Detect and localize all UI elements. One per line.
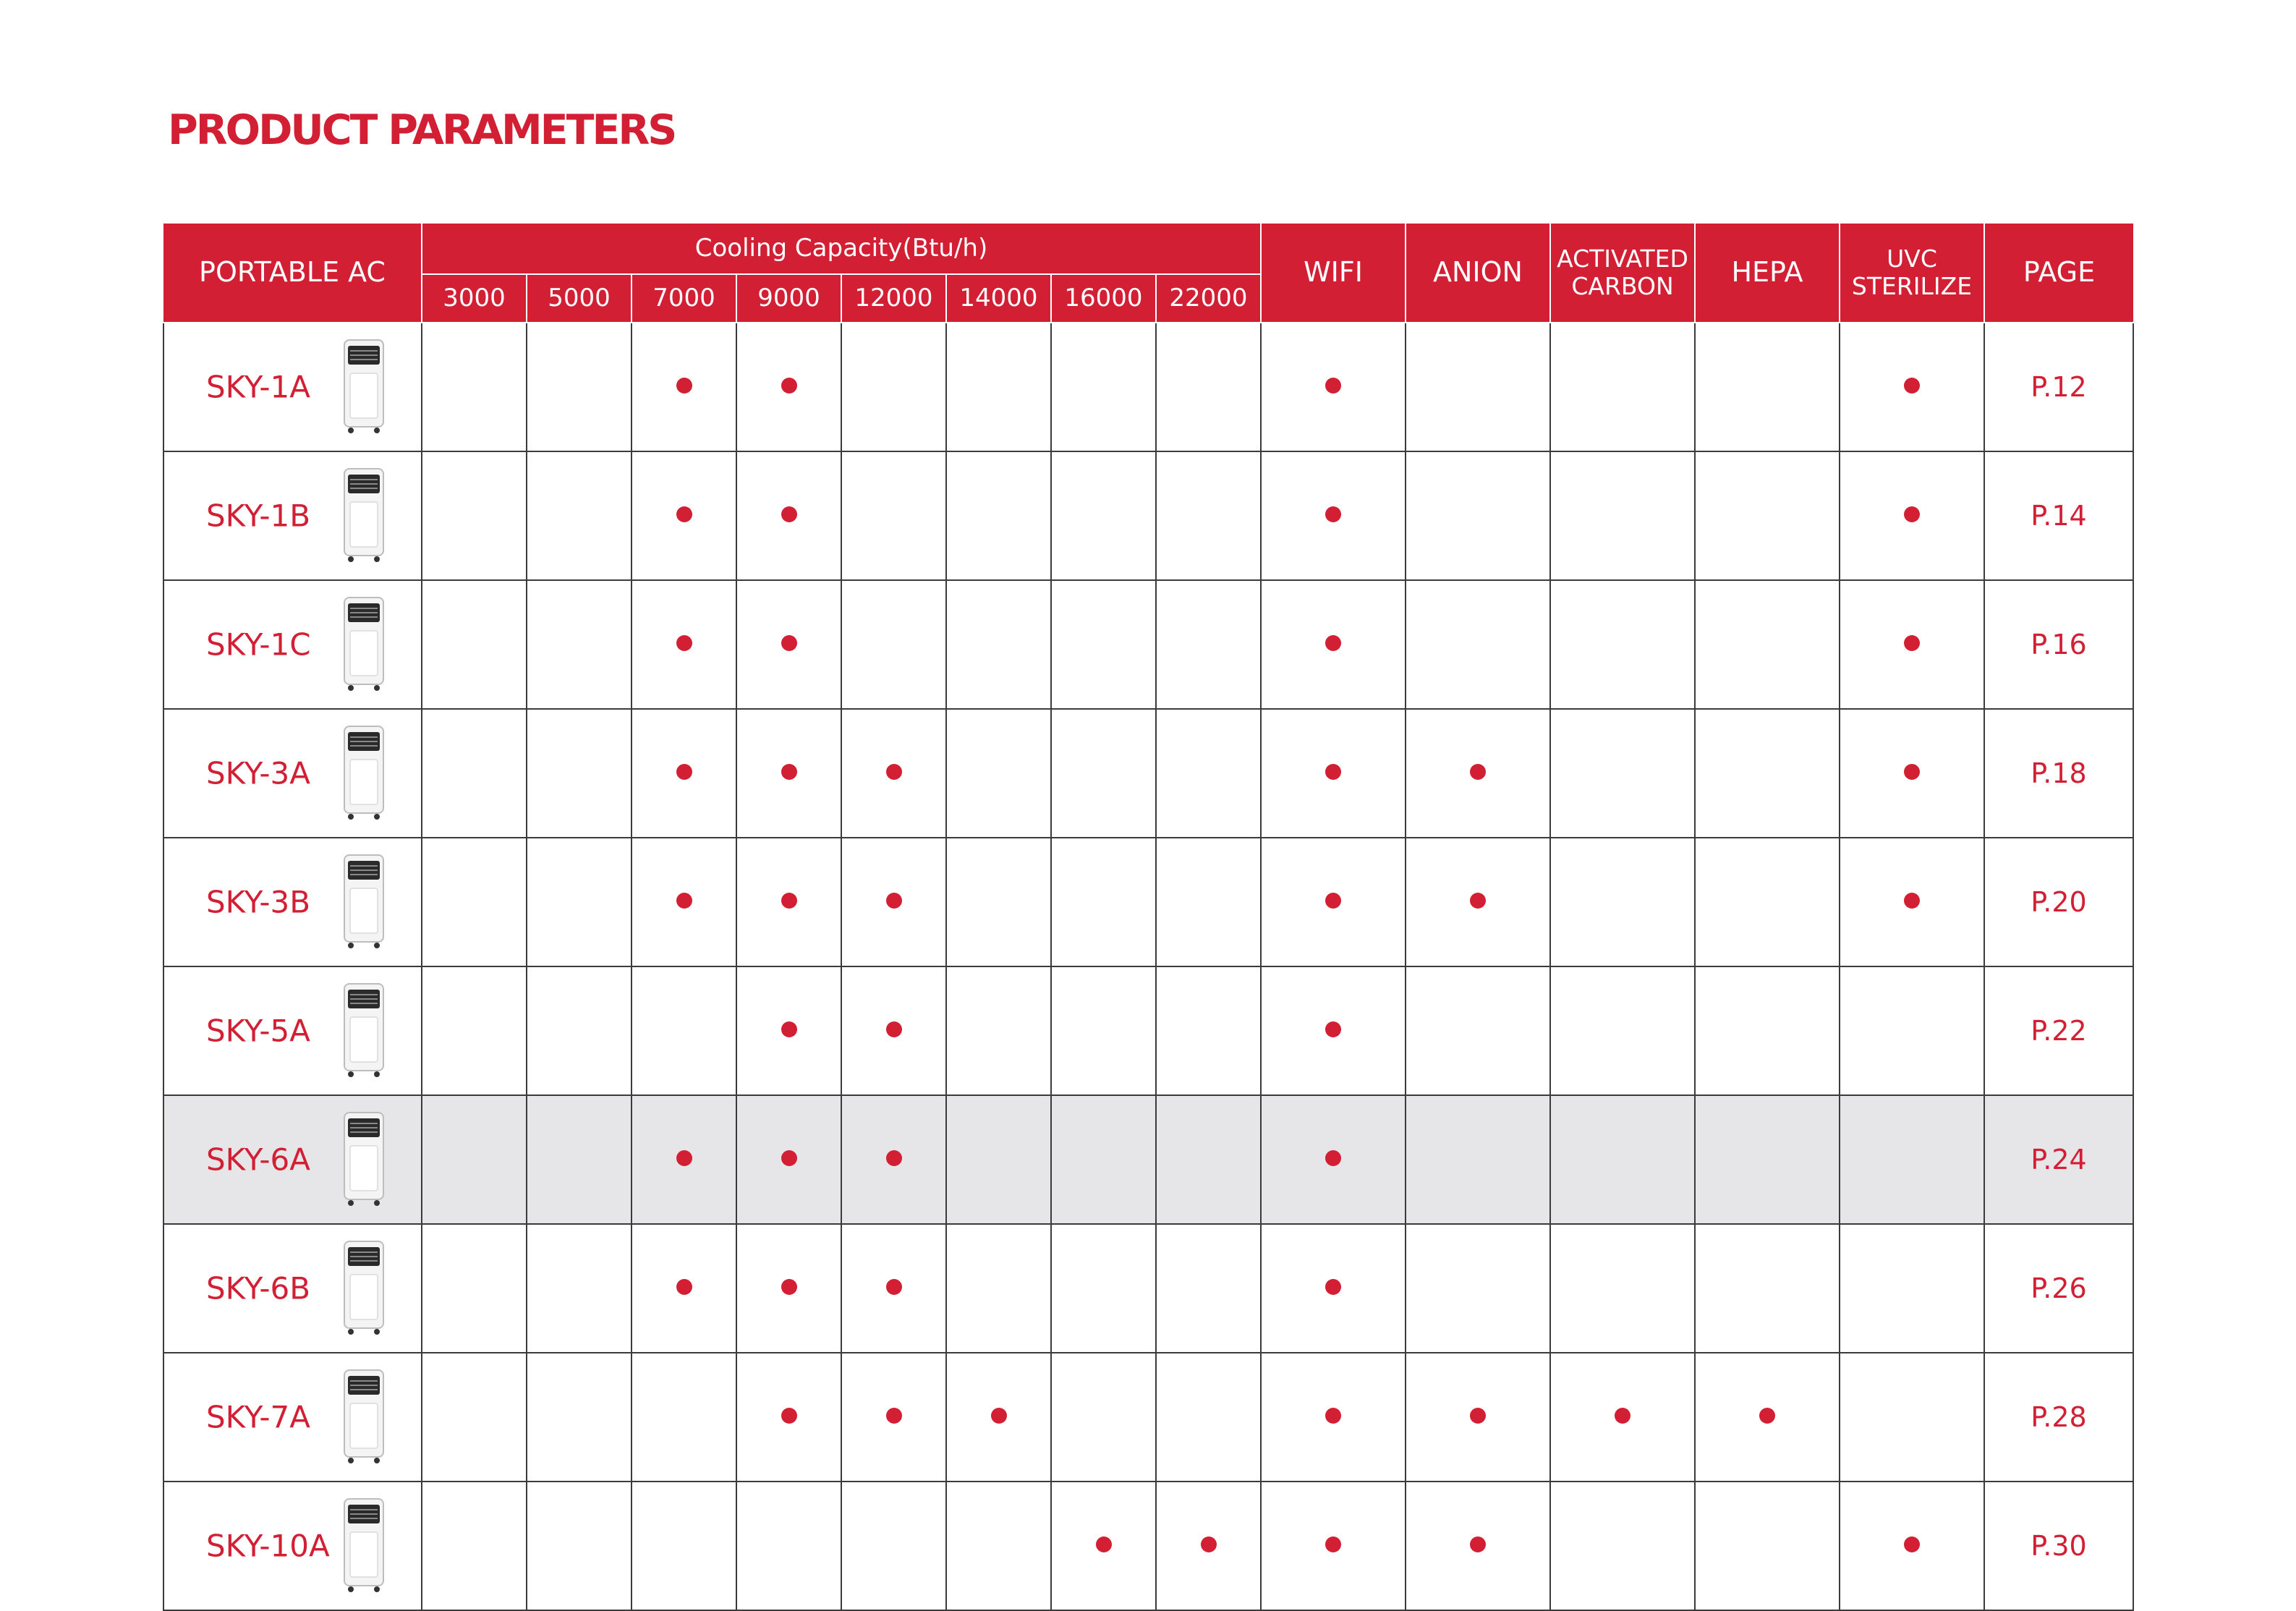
page-reference: P.22 bbox=[2031, 1015, 2087, 1047]
portable-ac-unit-icon bbox=[341, 854, 386, 951]
model-cell bbox=[163, 838, 422, 966]
capacity-cell bbox=[946, 580, 1051, 709]
page-cell bbox=[1984, 580, 2133, 709]
model-name: SKY-1A bbox=[206, 369, 310, 405]
feature-cell bbox=[1840, 1224, 1984, 1353]
availability-dot-icon bbox=[676, 1279, 692, 1295]
capacity-cell bbox=[736, 451, 841, 580]
capacity-cell bbox=[946, 1224, 1051, 1353]
availability-dot-icon bbox=[886, 1408, 902, 1424]
availability-dot-icon bbox=[886, 1279, 902, 1295]
feature-cell bbox=[1550, 838, 1695, 966]
capacity-cell bbox=[527, 1224, 632, 1353]
availability-dot-icon bbox=[1325, 378, 1341, 394]
portable-ac-unit-icon bbox=[341, 725, 386, 822]
capacity-cell bbox=[632, 323, 736, 451]
page-reference: P.18 bbox=[2031, 757, 2087, 789]
feature-cell bbox=[1261, 580, 1406, 709]
availability-dot-icon bbox=[1904, 635, 1920, 651]
capacity-cell bbox=[1051, 1482, 1156, 1610]
feature-cell bbox=[1550, 1353, 1695, 1482]
hepa-header: HEPA bbox=[1695, 224, 1840, 323]
capacity-cell bbox=[841, 1224, 946, 1353]
capacity-cell bbox=[841, 1482, 946, 1610]
table-row bbox=[163, 323, 2133, 451]
cooling-capacity-header: Cooling Capacity(Btu/h) bbox=[422, 224, 1261, 274]
capacity-cell bbox=[632, 838, 736, 966]
feature-cell bbox=[1261, 323, 1406, 451]
capacity-cell bbox=[527, 1095, 632, 1224]
feature-cell bbox=[1695, 323, 1840, 451]
capacity-cell bbox=[422, 323, 527, 451]
page-reference: P.26 bbox=[2031, 1272, 2087, 1304]
availability-dot-icon bbox=[1325, 1150, 1341, 1166]
availability-dot-icon bbox=[886, 1021, 902, 1037]
availability-dot-icon bbox=[886, 893, 902, 909]
feature-cell bbox=[1695, 580, 1840, 709]
capacity-cell bbox=[527, 451, 632, 580]
capacity-cell bbox=[736, 323, 841, 451]
feature-cell bbox=[1840, 323, 1984, 451]
capacity-cell bbox=[736, 1095, 841, 1224]
capacity-header-22000: 22000 bbox=[1156, 274, 1261, 323]
capacity-cell bbox=[736, 709, 841, 838]
page-reference: P.16 bbox=[2031, 629, 2087, 660]
availability-dot-icon bbox=[676, 893, 692, 909]
portable-ac-unit-icon bbox=[341, 1240, 386, 1337]
capacity-cell bbox=[841, 838, 946, 966]
table-row bbox=[163, 966, 2133, 1095]
feature-cell bbox=[1840, 1353, 1984, 1482]
capacity-cell bbox=[632, 1095, 736, 1224]
page-reference: P.14 bbox=[2031, 500, 2087, 532]
availability-dot-icon bbox=[781, 1021, 797, 1037]
capacity-cell bbox=[1051, 323, 1156, 451]
availability-dot-icon bbox=[781, 1408, 797, 1424]
portable-ac-unit-icon bbox=[341, 982, 386, 1079]
feature-cell bbox=[1261, 1353, 1406, 1482]
feature-cell bbox=[1406, 838, 1550, 966]
feature-cell bbox=[1695, 838, 1840, 966]
capacity-cell bbox=[632, 1353, 736, 1482]
model-cell bbox=[163, 1095, 422, 1224]
availability-dot-icon bbox=[1470, 1536, 1486, 1552]
availability-dot-icon bbox=[886, 764, 902, 780]
feature-cell bbox=[1261, 1482, 1406, 1610]
capacity-cell bbox=[1156, 709, 1261, 838]
capacity-cell bbox=[841, 966, 946, 1095]
feature-cell bbox=[1406, 709, 1550, 838]
model-cell bbox=[163, 1482, 422, 1610]
feature-cell bbox=[1840, 838, 1984, 966]
model-cell bbox=[163, 580, 422, 709]
model-cell bbox=[163, 1353, 422, 1482]
feature-cell bbox=[1695, 1482, 1840, 1610]
capacity-cell bbox=[422, 966, 527, 1095]
feature-cell bbox=[1550, 1095, 1695, 1224]
capacity-cell bbox=[422, 1224, 527, 1353]
model-name: SKY-1B bbox=[206, 498, 311, 534]
availability-dot-icon bbox=[1904, 764, 1920, 780]
feature-cell bbox=[1406, 1224, 1550, 1353]
capacity-cell bbox=[946, 1482, 1051, 1610]
page-cell bbox=[1984, 1353, 2133, 1482]
availability-dot-icon bbox=[781, 378, 797, 394]
capacity-header-5000: 5000 bbox=[527, 274, 632, 323]
capacity-cell bbox=[1156, 838, 1261, 966]
capacity-cell bbox=[527, 1353, 632, 1482]
capacity-cell bbox=[946, 1095, 1051, 1224]
availability-dot-icon bbox=[676, 378, 692, 394]
capacity-cell bbox=[736, 580, 841, 709]
feature-cell bbox=[1261, 1224, 1406, 1353]
capacity-header-14000: 14000 bbox=[946, 274, 1051, 323]
page-cell bbox=[1984, 966, 2133, 1095]
feature-cell bbox=[1550, 451, 1695, 580]
model-name: SKY-6A bbox=[206, 1142, 310, 1178]
capacity-cell bbox=[1156, 1095, 1261, 1224]
model-name: SKY-10A bbox=[206, 1528, 330, 1564]
feature-cell bbox=[1550, 966, 1695, 1095]
capacity-cell bbox=[1051, 1095, 1156, 1224]
feature-cell bbox=[1840, 1482, 1984, 1610]
availability-dot-icon bbox=[1904, 893, 1920, 909]
page-reference: P.30 bbox=[2031, 1530, 2087, 1562]
availability-dot-icon bbox=[991, 1408, 1007, 1424]
capacity-cell bbox=[632, 709, 736, 838]
availability-dot-icon bbox=[676, 764, 692, 780]
capacity-cell bbox=[632, 1224, 736, 1353]
capacity-cell bbox=[422, 838, 527, 966]
availability-dot-icon bbox=[1096, 1536, 1112, 1552]
table-row bbox=[163, 1095, 2133, 1224]
wifi-header: WIFI bbox=[1261, 224, 1406, 323]
capacity-cell bbox=[527, 1482, 632, 1610]
feature-cell bbox=[1406, 580, 1550, 709]
uvc-sterilize-header: UVC STERILIZE bbox=[1840, 224, 1984, 323]
feature-cell bbox=[1840, 1095, 1984, 1224]
availability-dot-icon bbox=[1615, 1408, 1630, 1424]
availability-dot-icon bbox=[781, 1150, 797, 1166]
capacity-cell bbox=[1051, 1224, 1156, 1353]
capacity-cell bbox=[632, 580, 736, 709]
feature-cell bbox=[1695, 709, 1840, 838]
activated-carbon-header: ACTIVATED CARBON bbox=[1550, 224, 1695, 323]
capacity-header-16000: 16000 bbox=[1051, 274, 1156, 323]
page-cell bbox=[1984, 1095, 2133, 1224]
feature-cell bbox=[1695, 451, 1840, 580]
page-title: PRODUCT PARAMETERS bbox=[168, 106, 676, 154]
availability-dot-icon bbox=[676, 506, 692, 522]
model-cell bbox=[163, 966, 422, 1095]
availability-dot-icon bbox=[1904, 378, 1920, 394]
page-cell bbox=[1984, 323, 2133, 451]
capacity-cell bbox=[946, 323, 1051, 451]
page-cell bbox=[1984, 838, 2133, 966]
feature-cell bbox=[1840, 451, 1984, 580]
capacity-cell bbox=[736, 1224, 841, 1353]
availability-dot-icon bbox=[1325, 1279, 1341, 1295]
table-body bbox=[163, 323, 2133, 1610]
table-row bbox=[163, 1224, 2133, 1353]
product-parameters-table bbox=[163, 224, 2134, 1611]
capacity-cell bbox=[841, 323, 946, 451]
feature-cell bbox=[1261, 1095, 1406, 1224]
capacity-header-3000: 3000 bbox=[422, 274, 527, 323]
feature-cell bbox=[1261, 709, 1406, 838]
capacity-cell bbox=[1156, 1353, 1261, 1482]
availability-dot-icon bbox=[781, 893, 797, 909]
table-row bbox=[163, 838, 2133, 966]
capacity-cell bbox=[1156, 580, 1261, 709]
feature-cell bbox=[1261, 838, 1406, 966]
availability-dot-icon bbox=[781, 1279, 797, 1295]
feature-cell bbox=[1840, 709, 1984, 838]
capacity-cell bbox=[946, 966, 1051, 1095]
page-reference: P.12 bbox=[2031, 371, 2087, 403]
capacity-cell bbox=[946, 451, 1051, 580]
page-reference: P.24 bbox=[2031, 1144, 2087, 1176]
availability-dot-icon bbox=[1201, 1536, 1217, 1552]
capacity-cell bbox=[1156, 323, 1261, 451]
portable-ac-unit-icon bbox=[341, 1111, 386, 1208]
availability-dot-icon bbox=[1470, 893, 1486, 909]
capacity-cell bbox=[1051, 580, 1156, 709]
capacity-header-9000: 9000 bbox=[736, 274, 841, 323]
model-cell bbox=[163, 451, 422, 580]
availability-dot-icon bbox=[1325, 764, 1341, 780]
availability-dot-icon bbox=[1904, 1536, 1920, 1552]
capacity-cell bbox=[422, 580, 527, 709]
capacity-cell bbox=[422, 1095, 527, 1224]
capacity-cell bbox=[1156, 966, 1261, 1095]
capacity-cell bbox=[1156, 1224, 1261, 1353]
capacity-cell bbox=[841, 580, 946, 709]
feature-cell bbox=[1406, 323, 1550, 451]
feature-cell bbox=[1695, 1353, 1840, 1482]
table-row bbox=[163, 451, 2133, 580]
availability-dot-icon bbox=[1325, 635, 1341, 651]
feature-cell bbox=[1406, 1353, 1550, 1482]
model-cell bbox=[163, 323, 422, 451]
portable-ac-unit-icon bbox=[341, 596, 386, 693]
availability-dot-icon bbox=[1325, 1021, 1341, 1037]
capacity-cell bbox=[841, 1095, 946, 1224]
model-name: SKY-3B bbox=[206, 884, 311, 920]
feature-cell bbox=[1550, 1482, 1695, 1610]
feature-cell bbox=[1406, 1095, 1550, 1224]
feature-cell bbox=[1695, 1095, 1840, 1224]
capacity-cell bbox=[632, 451, 736, 580]
capacity-cell bbox=[841, 709, 946, 838]
capacity-cell bbox=[527, 966, 632, 1095]
feature-cell bbox=[1550, 709, 1695, 838]
capacity-cell bbox=[1156, 451, 1261, 580]
model-name: SKY-7A bbox=[206, 1399, 310, 1435]
page-header: PAGE bbox=[1984, 224, 2133, 323]
availability-dot-icon bbox=[886, 1150, 902, 1166]
availability-dot-icon bbox=[1470, 764, 1486, 780]
feature-cell bbox=[1406, 451, 1550, 580]
page-cell bbox=[1984, 1224, 2133, 1353]
availability-dot-icon bbox=[1759, 1408, 1775, 1424]
capacity-cell bbox=[736, 966, 841, 1095]
capacity-cell bbox=[1051, 1353, 1156, 1482]
availability-dot-icon bbox=[1325, 1408, 1341, 1424]
capacity-cell bbox=[1051, 709, 1156, 838]
page-cell bbox=[1984, 709, 2133, 838]
capacity-cell bbox=[946, 709, 1051, 838]
portable-ac-header: PORTABLE AC bbox=[163, 224, 422, 323]
capacity-cell bbox=[527, 323, 632, 451]
page-reference: P.20 bbox=[2031, 886, 2087, 918]
model-name: SKY-5A bbox=[206, 1013, 310, 1049]
anion-header: ANION bbox=[1406, 224, 1550, 323]
capacity-cell bbox=[841, 1353, 946, 1482]
availability-dot-icon bbox=[1325, 893, 1341, 909]
capacity-cell bbox=[422, 709, 527, 838]
feature-cell bbox=[1840, 966, 1984, 1095]
model-name: SKY-3A bbox=[206, 755, 310, 791]
page-reference: P.28 bbox=[2031, 1401, 2087, 1433]
availability-dot-icon bbox=[781, 506, 797, 522]
model-cell bbox=[163, 1224, 422, 1353]
capacity-cell bbox=[527, 838, 632, 966]
availability-dot-icon bbox=[781, 635, 797, 651]
capacity-cell bbox=[736, 1482, 841, 1610]
capacity-cell bbox=[527, 709, 632, 838]
capacity-header-7000: 7000 bbox=[632, 274, 736, 323]
capacity-cell bbox=[422, 1353, 527, 1482]
availability-dot-icon bbox=[781, 764, 797, 780]
feature-cell bbox=[1550, 580, 1695, 709]
feature-cell bbox=[1406, 1482, 1550, 1610]
portable-ac-unit-icon bbox=[341, 339, 386, 435]
capacity-cell bbox=[1051, 838, 1156, 966]
feature-cell bbox=[1261, 966, 1406, 1095]
feature-cell bbox=[1695, 966, 1840, 1095]
availability-dot-icon bbox=[676, 635, 692, 651]
capacity-cell bbox=[736, 1353, 841, 1482]
portable-ac-unit-icon bbox=[341, 467, 386, 564]
model-name: SKY-6B bbox=[206, 1270, 311, 1306]
capacity-cell bbox=[632, 1482, 736, 1610]
model-cell bbox=[163, 709, 422, 838]
availability-dot-icon bbox=[1904, 506, 1920, 522]
feature-cell bbox=[1550, 323, 1695, 451]
model-name: SKY-1C bbox=[206, 626, 311, 663]
capacity-header-12000: 12000 bbox=[841, 274, 946, 323]
capacity-cell bbox=[422, 451, 527, 580]
page-cell bbox=[1984, 451, 2133, 580]
availability-dot-icon bbox=[676, 1150, 692, 1166]
capacity-cell bbox=[1051, 451, 1156, 580]
feature-cell bbox=[1840, 580, 1984, 709]
capacity-cell bbox=[946, 1353, 1051, 1482]
feature-cell bbox=[1406, 966, 1550, 1095]
capacity-cell bbox=[946, 838, 1051, 966]
capacity-cell bbox=[422, 1482, 527, 1610]
table-row bbox=[163, 709, 2133, 838]
feature-cell bbox=[1261, 451, 1406, 580]
capacity-cell bbox=[1156, 1482, 1261, 1610]
portable-ac-unit-icon bbox=[341, 1369, 386, 1466]
availability-dot-icon bbox=[1325, 506, 1341, 522]
feature-cell bbox=[1695, 1224, 1840, 1353]
page-cell bbox=[1984, 1482, 2133, 1610]
feature-cell bbox=[1550, 1224, 1695, 1353]
capacity-cell bbox=[841, 451, 946, 580]
table-row bbox=[163, 1353, 2133, 1482]
availability-dot-icon bbox=[1325, 1536, 1341, 1552]
capacity-cell bbox=[527, 580, 632, 709]
portable-ac-unit-icon bbox=[341, 1497, 386, 1594]
capacity-cell bbox=[632, 966, 736, 1095]
availability-dot-icon bbox=[1470, 1408, 1486, 1424]
capacity-cell bbox=[1051, 966, 1156, 1095]
table-row bbox=[163, 580, 2133, 709]
table-row bbox=[163, 1482, 2133, 1610]
capacity-cell bbox=[736, 838, 841, 966]
